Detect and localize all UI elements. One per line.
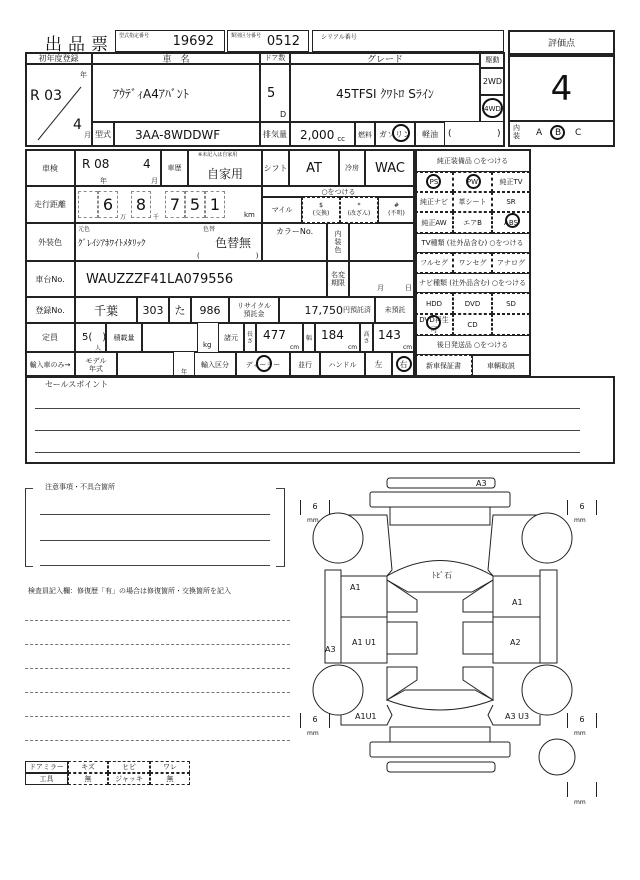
navi-option[interactable]: DVD (453, 293, 492, 314)
specs-label: 諸元 (218, 323, 244, 352)
car-name: ｱｳﾃﾞｨA4ｱﾊﾞﾝﾄ (92, 64, 260, 122)
later-item[interactable]: 車輌取説 (472, 355, 530, 377)
orig-color-label: 元色 (78, 226, 91, 233)
capacity-label: 定員 (25, 323, 75, 352)
tread-depth: 6 (579, 715, 585, 724)
name-change-label: 名変期限 (327, 261, 349, 297)
navi-option[interactable]: CD (453, 314, 492, 335)
cc-unit: cc (337, 134, 346, 143)
ac: WAC (365, 150, 415, 186)
accessory-cell: 無 (68, 773, 108, 785)
inspection-era: R 08 (82, 157, 110, 171)
chassis-label: 車台No. (25, 261, 75, 297)
month-unit: 月 (377, 284, 384, 292)
tread-bracket (567, 782, 597, 797)
interior-b: B (555, 128, 562, 138)
mm-unit: mm (574, 799, 586, 806)
ac-label: 冷房 (339, 150, 365, 186)
reg-class: 303 (137, 297, 169, 323)
doors-unit: D (280, 110, 287, 119)
recycle-paid: 円預託済 (343, 306, 371, 314)
mileage-digit: 1 (205, 191, 225, 218)
inspection-month: 4 (143, 157, 151, 171)
person-unit: 人 (95, 345, 102, 352)
interior-a: A (536, 128, 543, 138)
parallel-option[interactable]: 並行 (290, 352, 320, 377)
grade: 45TFSI ｸﾜﾄﾛ Sﾗｲﾝ (290, 64, 480, 122)
km-unit: km (244, 211, 255, 219)
model: 3AA-8WDDWF (114, 122, 260, 147)
mileage-digit: 6 (98, 191, 118, 218)
fuel-diesel: 軽油 (415, 122, 445, 147)
mileage-label: 走行距離 (25, 186, 75, 223)
tv-option[interactable]: アナログ (492, 253, 530, 273)
tread-depth: 6 (312, 502, 318, 511)
color-no-label: カラーNo. (262, 223, 327, 261)
grade-label: グレード (290, 52, 480, 64)
cm-unit: cm (403, 344, 413, 351)
height: 143 (373, 323, 415, 352)
mark-right-rear: A3 U3 (505, 712, 530, 721)
fenders (341, 515, 540, 576)
equipment-header: 純正装備品 ○をつける (415, 150, 530, 172)
color-label: 外装色 (25, 223, 75, 261)
mileage-digit: 8 (131, 191, 151, 218)
rear-pillars (387, 667, 493, 700)
later-header: 後日発送品 ○をつける (415, 335, 530, 355)
width: 184 (315, 323, 360, 352)
accessory-cell: 無 (150, 773, 190, 785)
color-change-label: 色替 (203, 226, 216, 233)
mark-right-door: A2 (510, 638, 521, 647)
rear-window (387, 690, 493, 710)
mark-left-door: A1 U1 (352, 638, 377, 647)
tv-option[interactable]: フルセグ (415, 253, 453, 273)
equipment-item[interactable]: SR (492, 192, 530, 212)
tv-header: TV種類 (社外品含む) ○をつける (415, 233, 530, 253)
tv-option[interactable]: ワンセグ (453, 253, 492, 273)
navi-option[interactable]: SD (492, 293, 530, 314)
equipment-item[interactable]: 純正AW (415, 212, 453, 233)
notes-label: 注意事項・不具合箇所 (45, 483, 115, 491)
kg-unit: kg (203, 341, 212, 349)
equipment-item[interactable]: エアB (453, 212, 492, 233)
equipment-item[interactable]: 革シート (453, 192, 492, 212)
tread-depth: 6 (579, 502, 585, 511)
inspection-label: 車検 (25, 150, 75, 186)
int-color-label: 内装色 (327, 223, 349, 261)
reg-num: 986 (191, 297, 229, 323)
cm-unit: cm (348, 344, 358, 351)
month-unit: 月 (151, 177, 158, 185)
score-label: 評価点 (508, 30, 615, 55)
right-front-panel (493, 576, 540, 617)
accessory-cell: ジャッキ (108, 773, 150, 785)
right-sill (540, 570, 557, 663)
drive-4wd: 4WD (480, 95, 505, 122)
mm-unit: mm (307, 517, 319, 524)
serial-label: シリアル番号 (321, 34, 357, 41)
handle-right[interactable]: 右 (392, 352, 415, 377)
year-unit: 年 (181, 369, 188, 376)
length-label: 長さ (244, 323, 256, 352)
model-label: 型式 (92, 122, 114, 147)
name-label: 車 名 (92, 52, 260, 64)
year-unit: 年 (100, 177, 107, 185)
left-front-panel (341, 576, 387, 617)
day-unit: 日 (405, 284, 412, 292)
drive-2wd: 2WD (480, 68, 505, 95)
width-label: 幅 (303, 323, 315, 352)
cm-unit: cm (290, 344, 300, 351)
spare-tire (539, 739, 575, 775)
mark-windshield: ﾄﾋﾞ石 (432, 571, 452, 580)
sheet-title: 出品票 (45, 35, 114, 55)
navi-header: ナビ種類 (社外品含む) ○をつける (415, 273, 530, 293)
mark-left-front: A1 (350, 583, 361, 592)
height-label: 高さ (360, 323, 373, 352)
exchange-option[interactable]: $ (交換) (302, 197, 340, 223)
accessory-cell: ヒビ (108, 761, 150, 773)
dealer-option[interactable]: ディーラー (236, 352, 290, 377)
trunk (390, 727, 490, 742)
chassis-no: WAUZZZF41LA079556 (75, 261, 327, 297)
equipment-item[interactable]: PS (415, 172, 453, 192)
tire-rear-right (522, 665, 572, 715)
navi-option[interactable]: DVD再生可 (415, 314, 453, 335)
tire-rear-left (313, 665, 363, 715)
man-unit: 万 (120, 214, 127, 221)
first-reg-month: 4 (73, 117, 82, 133)
front-bumper (370, 492, 510, 507)
first-reg-era: R 03 (30, 88, 62, 104)
rear-bumper (370, 742, 510, 757)
recycle-unpaid: 未預託 (375, 297, 415, 323)
mm-unit: mm (574, 517, 586, 524)
length: 477 (256, 323, 303, 352)
hood (390, 507, 490, 525)
doors: 5 (260, 64, 290, 122)
tire-front-left (313, 513, 363, 563)
type-no: 19692 (172, 33, 214, 49)
interior-label: 内装 (513, 124, 520, 140)
mark-right-front: A1 (512, 598, 523, 607)
interior-c: C (575, 128, 582, 138)
accessory-cell: キズ (68, 761, 108, 773)
model-year-label: モデル年式 (75, 352, 117, 377)
orig-color: ｸﾞﾚｲｼｱﾎﾜｲﾄﾒﾀﾘｯｸ (78, 239, 146, 249)
accessory-cell: 工具 (25, 773, 68, 785)
mark-left-sill: A3 (325, 645, 336, 654)
reg-kana: た (169, 297, 191, 323)
accessory-cell: ワレ (150, 761, 190, 773)
mm-unit: mm (574, 730, 586, 737)
load-label: 積載量 (106, 323, 142, 352)
type-no-label: 型式指定番号 (119, 33, 150, 39)
recycle-label: リサイクル預託金 (229, 297, 279, 323)
tire-front-right (522, 513, 572, 563)
displacement-label: 排気量 (260, 122, 290, 147)
mileage-digit: 5 (185, 191, 205, 218)
fuel-label: 燃料 (355, 122, 375, 147)
accessory-cell: ドアミラー (25, 761, 68, 773)
equipment-item[interactable]: 純正ナビ (415, 192, 453, 212)
shift: AT (289, 150, 339, 186)
rear-bumper-outer (387, 762, 495, 772)
drive-label: 駆動 (480, 52, 505, 68)
import-label: 輸入車のみ→ (25, 352, 75, 377)
doors-label: ドア数 (260, 52, 290, 64)
mark-rear-bumper: A3 (476, 479, 487, 488)
mileage-digit: 7 (165, 191, 185, 218)
sales-point-label: セールスポイント (45, 380, 109, 389)
mile-option[interactable]: マイル (262, 197, 302, 223)
handle-label: ハンドル (320, 352, 365, 377)
month-unit: 月 (84, 131, 91, 139)
color-change: 色替無 (215, 236, 252, 250)
capacity: 5( ) (75, 323, 106, 352)
reg-area: 千葉 (75, 297, 137, 323)
fuel-gasoline: ガソリン (375, 122, 415, 147)
class-no-label: 類別区分番号 (231, 33, 262, 39)
shift-label: シフト (262, 150, 289, 186)
displacement-value: 2,000 (299, 127, 335, 142)
tread-depth: 6 (312, 715, 318, 724)
class-no: 0512 (266, 33, 300, 49)
equipment-item[interactable]: PW (453, 172, 492, 192)
usage-note: ※未記入は自家用 (198, 152, 238, 158)
year-unit: 年 (80, 71, 87, 79)
inspector-label: 検査員記入欄：修復歴「有」の場合は修復箇所・交換箇所を記入 (28, 587, 231, 595)
right-window (463, 622, 493, 654)
left-window (387, 622, 417, 654)
pillars (387, 580, 493, 612)
sen-unit: 千 (153, 214, 160, 221)
unknown-option[interactable]: # (不明) (378, 197, 415, 223)
usage-label: 車歴 (161, 150, 188, 186)
later-item[interactable]: 新車保証書 (415, 355, 472, 377)
recycle-amount: 17,750 (304, 303, 343, 317)
first-reg-label: 初年度登録 (25, 52, 92, 64)
equipment-item[interactable]: 純正TV (492, 172, 530, 192)
score-value: 4 (508, 55, 615, 122)
equipment-item[interactable]: ABS (492, 212, 530, 233)
color-change-paren: ( ) (197, 252, 259, 260)
paren-close: ) (497, 129, 501, 139)
reg-label: 登録No. (25, 297, 75, 323)
mark-label: ○をつける (262, 186, 415, 197)
handle-left[interactable]: 左 (365, 352, 392, 377)
tampered-option[interactable]: * (改ざん) (340, 197, 378, 223)
usage: 自家用 (188, 150, 262, 186)
navi-option[interactable]: HDD (415, 293, 453, 314)
import-type-label: 輸入区分 (194, 352, 236, 377)
mark-left-rear: A1U1 (355, 712, 377, 721)
mm-unit: mm (307, 730, 319, 737)
paren-open: ( (448, 129, 452, 139)
